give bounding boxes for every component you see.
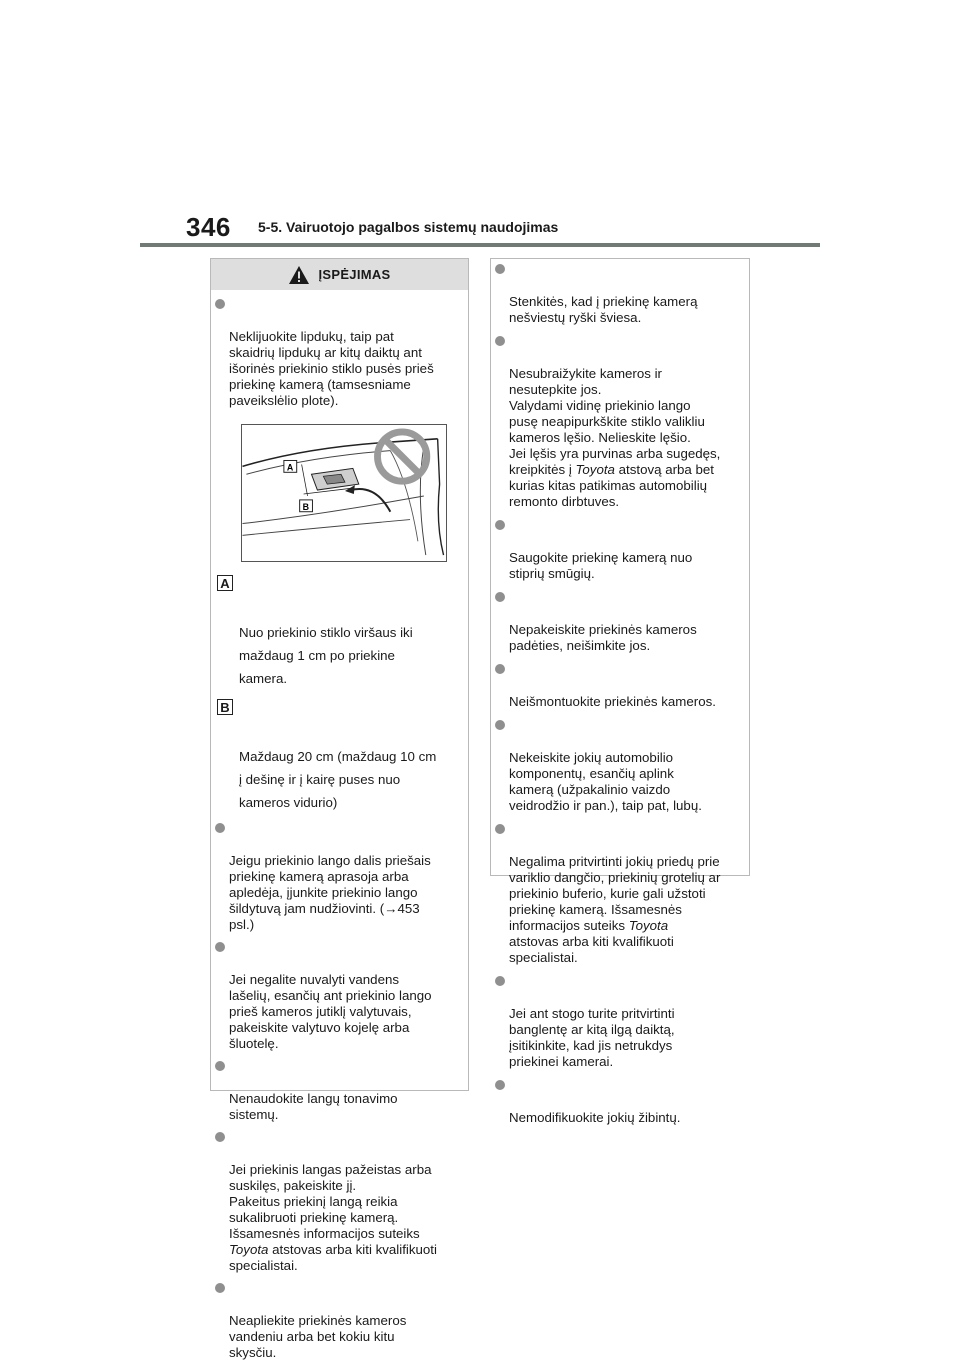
list-item [495,1078,741,1126]
callout-tag-b: B [217,699,233,715]
list-item [215,940,460,1052]
bullet-icon [495,976,505,986]
list-item [215,1059,460,1123]
item-text: Stenkitės, kad į priekinę kamerą nešviestų ryški šviesa. [509,294,698,325]
header-rule [140,243,820,247]
section-title: 5-5. Vairuotojo pagalbos sistemų naudojimas [258,219,559,235]
figure-label-b: B [302,501,310,512]
callout-tag-a: A [217,575,233,591]
list-item [495,334,741,510]
list-item [495,590,741,654]
item-text: Neklijuokite lipdukų, taip pat skaidrių lipdukų ar kitų daiktų ant išorinės priekinio stiklo pusės prieš priekinę kamerą (tamsesniame paveikslėlio plote). [229,329,434,408]
page-number: 346 [186,212,231,242]
item-text: Saugokite priekinę kamerą nuo stiprių smūgių. [509,550,693,581]
list-item [495,662,741,710]
item-text: Jei negalite nuvalyti vandens lašelių, esančių ant priekinio lango prieš kameros jutiklį valytuvais, pakeiskite valytuvo kojelę arba šluotelę. [229,972,432,1051]
item-text: Nesubraižykite kameros ir nesutepkite jos. Valydami vidinę priekinio lango pusę neapipurkškite stiklo valikliu kameros lęšio. Nelieskite lęšio. Jei lęšis yra purvinas arba sugedęs, kreipkitės į [509,366,721,477]
bullet-icon [215,823,225,833]
brand-name: Toyota [628,918,669,933]
warning-header [211,259,468,290]
bullet-icon [215,942,225,952]
bullet-icon [215,1132,225,1142]
item-text: Nenaudokite langų tonavimo sistemų. [229,1091,398,1122]
bullet-icon [495,520,505,530]
item-text: Jei ant stogo turite pritvirtinti banglentę ar kitą ilgą daiktą, įsitikinkite, kad jis netrukdys priekinei kamerai. [509,1006,675,1069]
item-text: atstovas arba kiti kvalifikuoti specialistai. [229,1242,437,1273]
item-text: Nepakeiskite priekinės kameros padėties, neišimkite jos. [509,622,697,653]
callout-a [215,575,460,690]
list-item [495,718,741,814]
windshield-camera-figure [241,424,447,562]
list-item [215,821,460,933]
list-item [215,1130,460,1274]
bullet-icon [495,264,505,274]
callout-text: Nuo priekinio stiklo viršaus iki maždaug 1 cm po priekine kamera. [239,625,413,686]
item-text: Jeigu priekinio lango dalis priešais priekinę kamerą aprasoja arba apledėja, įjunkite priekinio lango šildytuvą jam nudžiovinti. (→453 psl.) [229,853,431,932]
item-text: Negalima pritvirtinti jokių priedų prie variklio dangčio, priekinių grotelių ar priekinio buferio, kurie gali užstoti priekinę kamerą. Išsamesnės informacijos suteiks [509,854,721,933]
bullet-icon [495,720,505,730]
bullet-icon [495,664,505,674]
bullet-icon [215,299,225,309]
item-text: atstovą arba bet kurias kitas patikimas automobilių remonto dirbtuves. [509,462,715,509]
list-item [215,297,460,409]
item-text: Neapliekite priekinės kameros vandeniu arba bet kokiu kitu skysčiu. [229,1313,407,1360]
bullet-icon [215,1061,225,1071]
item-text: Neišmontuokite priekinės kameros. [509,694,716,709]
bullet-icon [495,824,505,834]
warning-triangle-icon [288,265,310,285]
bullet-icon [495,336,505,346]
brand-name: Toyota [575,462,615,477]
bullet-icon [495,592,505,602]
list-item [495,974,741,1070]
item-text: Nekeiskite jokių automobilio komponentų, esančių aplink kamerą (užpakalinio vaizdo veidrodžio ir pan.), taip pat, lubų. [509,750,702,813]
item-text: atstovas arba kiti kvalifikuoti specialistai. [509,934,674,965]
list-item [495,262,741,326]
bullet-icon [495,1080,505,1090]
list-item [495,822,741,966]
warning-panel-left [210,258,469,1360]
windshield-illustration [242,425,446,561]
warning-title: ĮSPĖJIMAS [318,267,391,282]
callout-text: Maždaug 20 cm (maždaug 10 cm į dešinę ir į kairę puses nuo kameros vidurio) [239,749,437,810]
item-text: Nemodifikuokite jokių žibintų. [509,1110,681,1125]
figure-label-a: A [286,462,294,473]
brand-name: Toyota [229,1242,269,1257]
list-item [215,1281,460,1361]
bullet-icon [215,1283,225,1293]
list-item [495,518,741,582]
callout-b [215,699,460,814]
warning-panel-right [490,258,750,1125]
item-text: Jei priekinis langas pažeistas arba suskilęs, pakeiskite jį. Pakeitus priekinį langą reikia sukalibruoti priekinę kamerą. Išsamesnės informacijos suteiks [229,1162,432,1241]
